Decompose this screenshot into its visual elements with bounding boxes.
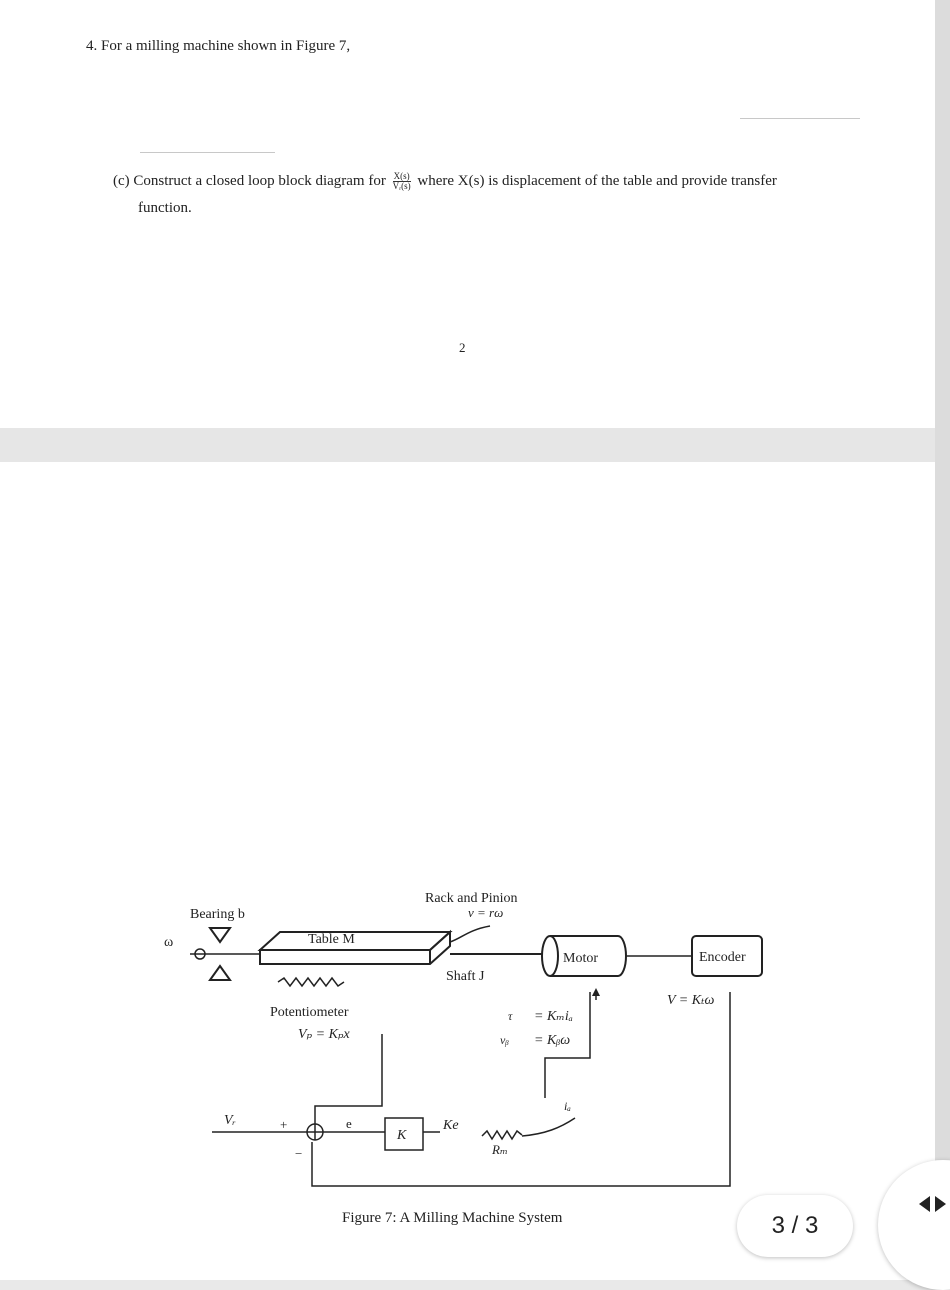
question-part-c <box>113 172 777 191</box>
viewer-scrollbar-track[interactable] <box>935 0 950 1280</box>
right-arrow-icon[interactable] <box>935 1196 946 1212</box>
motor-back-face <box>542 936 558 976</box>
bearing-bottom-triangle <box>210 966 230 980</box>
part-c-text-after: where X(s) is displacement of the table and provide transfer <box>417 172 777 189</box>
table-top-face <box>260 932 450 950</box>
motor-label: Motor <box>563 951 598 966</box>
encoder-feedback-wire <box>312 992 730 1186</box>
question-intro: 4. For a milling machine shown in Figure 7, <box>86 38 351 54</box>
current-label: iₐ <box>564 1099 571 1113</box>
motor-resistor <box>482 1131 522 1139</box>
omega-label: ω <box>164 935 174 950</box>
figure-caption: Figure 7: A Milling Machine System <box>342 1210 563 1226</box>
encoder-label: Encoder <box>699 950 746 965</box>
potentiometer-resistor <box>278 978 344 986</box>
ke-label: Ke <box>443 1118 459 1133</box>
table-label: Table M <box>308 932 355 947</box>
back-emf-symbol: vᵦ <box>500 1033 509 1047</box>
potentiometer-wire <box>315 1034 382 1124</box>
potentiometer-equation: Vₚ = Kₚx <box>298 1027 350 1042</box>
torque-symbol: τ <box>508 1009 513 1023</box>
left-arrow-icon[interactable] <box>919 1196 930 1212</box>
rm-label: Rₘ <box>492 1142 508 1157</box>
rack-pinion-curve <box>450 926 490 942</box>
fraction-denominator: Vᵣ(s) <box>392 181 411 191</box>
page-gap <box>0 428 950 462</box>
faint-line <box>740 118 860 119</box>
transfer-fraction <box>393 172 411 191</box>
shaft-label: Shaft J <box>446 969 485 984</box>
current-arrowhead <box>592 988 600 996</box>
reference-input-label: Vᵣ <box>224 1113 236 1128</box>
back-emf-equation: = Kᵦω <box>534 1033 571 1048</box>
potentiometer-label: Potentiometer <box>270 1005 349 1020</box>
rack-pinion-label: Rack and Pinion <box>425 891 518 906</box>
page-indicator <box>737 1195 853 1257</box>
error-label: e <box>346 1116 352 1131</box>
fraction-numerator: X(s) <box>393 171 410 181</box>
gain-k-label: K <box>397 1128 407 1143</box>
faint-line <box>140 152 275 153</box>
bearing-label: Bearing b <box>190 907 245 922</box>
velocity-equation: v = rω <box>468 905 504 920</box>
plus-sign: + <box>280 1117 288 1132</box>
table-side-face <box>260 932 450 964</box>
page-number: 2 <box>459 340 466 355</box>
torque-equation: = Kₘiₐ <box>534 1009 573 1024</box>
bearing-top-triangle <box>210 928 230 942</box>
current-path <box>522 1118 575 1136</box>
milling-machine-figure <box>150 880 790 1200</box>
page-indicator-text: 3 / 3 <box>771 1212 819 1239</box>
minus-sign: − <box>295 1146 303 1161</box>
part-c-text-before: (c) Construct a closed loop block diagram for <box>113 172 386 189</box>
motor-front-face <box>618 936 626 976</box>
question-part-c-line2: function. <box>138 200 192 216</box>
encoder-equation: V = Kₜω <box>667 993 715 1008</box>
